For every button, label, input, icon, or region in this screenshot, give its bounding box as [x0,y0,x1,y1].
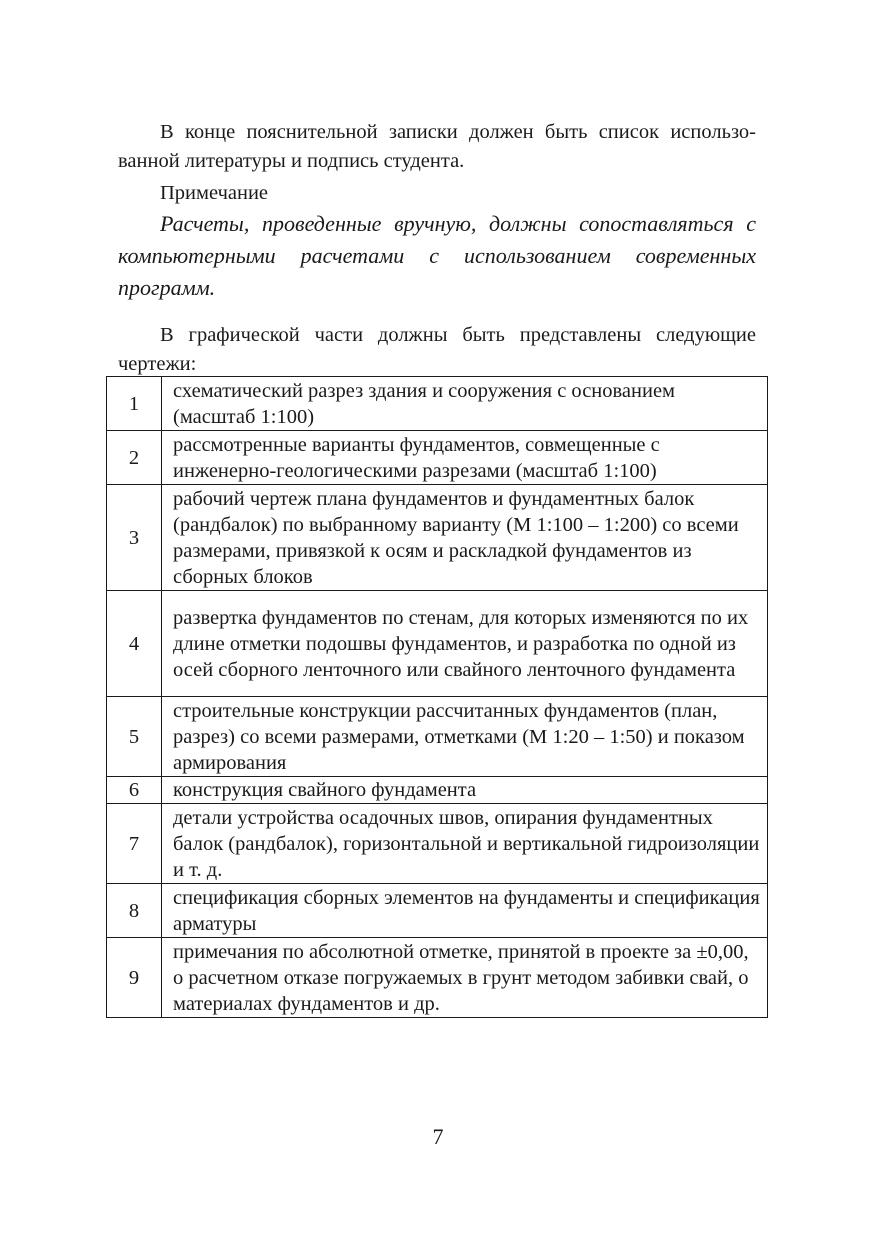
row-description: спецификация сборных элементов на фундаменты и спецификация арматуры [162,884,768,938]
table-row [107,938,768,1018]
page-number: 7 [432,1124,444,1149]
row-number: 5 [107,697,162,777]
row-number: 1 [107,377,162,431]
row-description: детали устройства осадочных швов, опирания фундаментных балок (рандбалок), горизонтальной и вертикальной гидроизоляции и т. д. [162,804,768,884]
drawings-table [106,376,768,1018]
table-row [107,591,768,697]
note-label: Примечание [160,182,269,204]
note-text: Расчеты, проведенные вручную, должны сопоставляться с компьютерными расчетами с использованием современных программ. [118,211,756,300]
row-description: схематический разрез здания и сооружения с основанием (масштаб 1:100) [162,377,768,431]
row-number: 7 [107,804,162,884]
paragraph-literature: В конце пояснительной записки должен быть список использованной литературы и подпись студента. [118,121,756,172]
row-description: примечания по абсолютной отметке, принятой в проекте за ±0,00, о расчетном отказе погружаемых в грунт методом забивки свай, о материалах фундаментов и др. [162,938,768,1018]
table-row [107,777,768,804]
row-number: 8 [107,884,162,938]
table-row [107,697,768,777]
row-number: 2 [107,431,162,485]
row-number: 3 [107,485,162,591]
table-row [107,431,768,485]
row-description: строительные конструкции рассчитанных фундаментов (план, разрез) со всеми размерами, отметками (М 1:20 – 1:50) и показом армирования [162,697,768,777]
table-row [107,377,768,431]
row-number: 4 [107,591,162,697]
row-number: 6 [107,777,162,804]
row-description: рабочий чертеж плана фундаментов и фундаментных балок (рандбалок) по выбранному варианту (М 1:100 – 1:200) со всеми размерами, привязкой к осям и раскладкой фундаментов из сборных блоков [162,485,768,591]
row-description: конструкция свайного фундамента [162,777,768,804]
table-row [107,804,768,884]
table-row [107,485,768,591]
row-description: развертка фундаментов по стенам, для которых изменяются по их длине отметки подошвы фундаментов, и разработка по одной из осей сборного ленточного или свайного ленточного фундамента [162,591,768,697]
paragraph-graphic-part: В графической части должны быть представлены следующие чертежи: [118,324,756,375]
table-row [107,884,768,938]
row-description: рассмотренные варианты фундаментов, совмещенные с инженерно-геологическими разрезами (масштаб 1:100) [162,431,768,485]
row-number: 9 [107,938,162,1018]
